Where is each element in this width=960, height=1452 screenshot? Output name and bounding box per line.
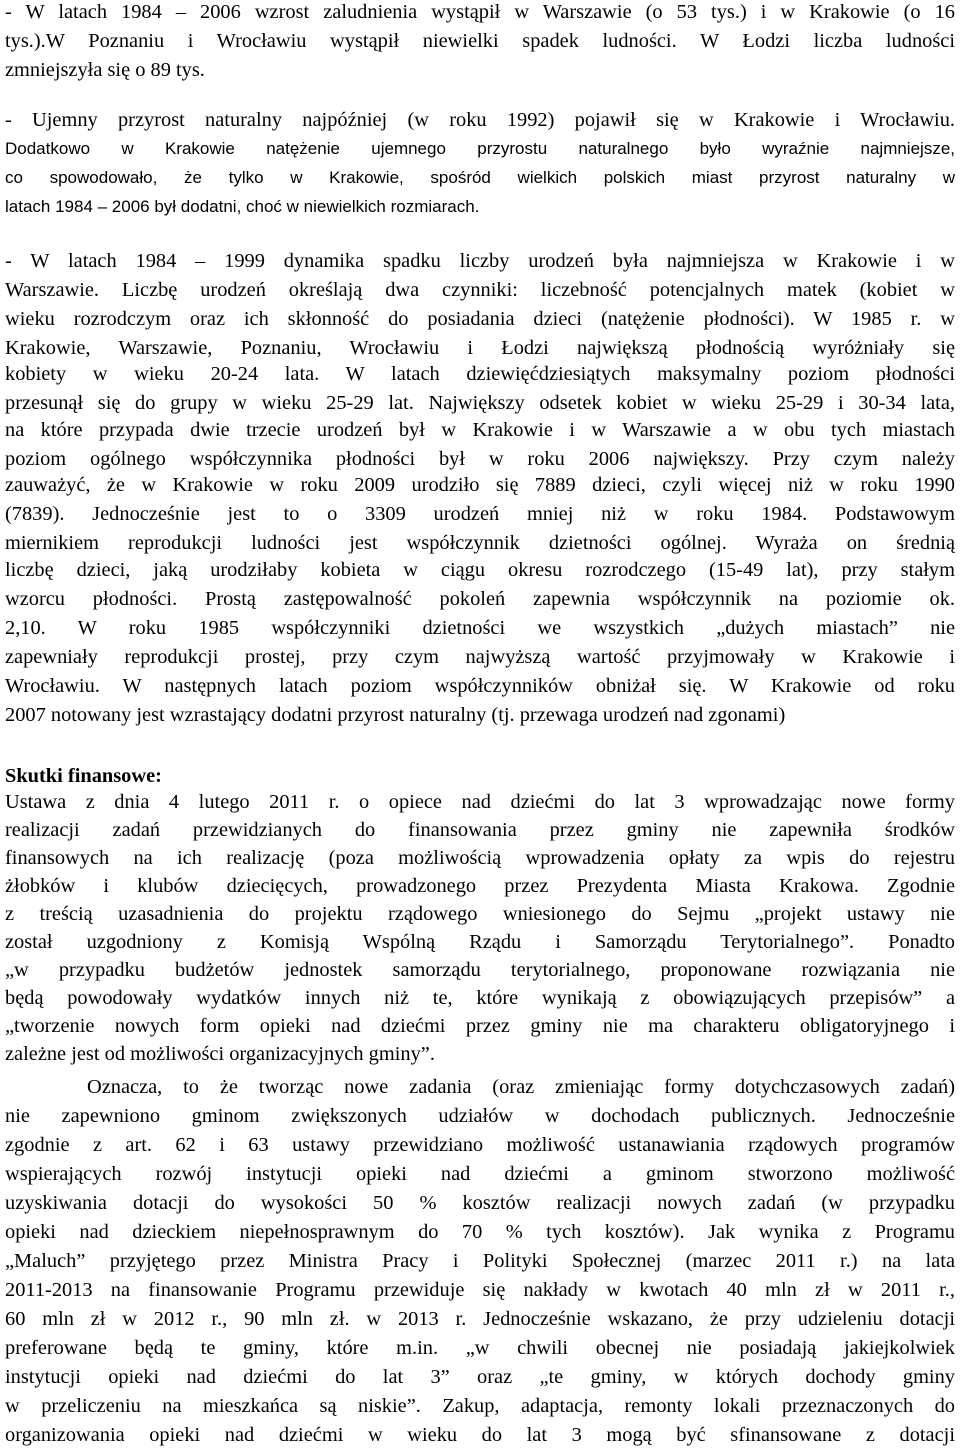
text-line: z treścią uzasadnienia do projektu rządowego wniesionego do Sejmu „projekt ustawy nie	[5, 903, 955, 925]
text-line: uzyskiwania dotacji do wysokości 50 % kosztów realizacji nowych zadań (w przypadku	[5, 1192, 955, 1214]
text-line: zgodnie z art. 62 i 63 ustawy przewidziano możliwość ustanawiania rządowych programów	[5, 1134, 955, 1156]
text-line: Warszawie. Liczbę urodzeń określają dwa czynniki: liczebność potencjalnych matek (kobiet w	[5, 279, 955, 301]
text-line: „w przypadku budżetów jednostek samorządu terytorialnego, proponowane rozwiązania nie	[5, 959, 955, 981]
text-line: 2007 notowany jest wzrastający dodatni przyrost naturalny (tj. przewaga urodzeń nad zgonami)	[5, 704, 786, 726]
text-line: instytucji opieki nad dziećmi do lat 3” oraz „te gminy, w których dochody gminy	[5, 1366, 955, 1388]
text-line: zależne jest od możliwości organizacyjnych gminy”.	[5, 1043, 435, 1065]
text-line: latach 1984 – 2006 był dodatni, choć w niewielkich rozmiarach.	[5, 197, 480, 216]
text-line: kobiety w wieku 20-24 lata. W latach dziewięćdziesiątych maksymalny poziom płodności	[5, 363, 955, 385]
text-line: wzorcu płodności. Prostą zastępowalność pokoleń zapewnia współczynnik na poziomie ok.	[5, 588, 955, 610]
text-line: przesunął się do grupy w wieku 25-29 lat. Największy odsetek kobiet w wieku 25-29 i 30-34 lata,	[5, 392, 955, 414]
text-line: Dodatkowo w Krakowie natężenie ujemnego przyrostu naturalnego było wyraźnie najmniejsze,	[5, 139, 955, 158]
text-line: organizowania opieki nad dziećmi w wieku do lat 3 mogą być sfinansowane z dotacji	[5, 1424, 955, 1446]
text-line: finansowych na ich realizację (poza możliwością wprowadzenia opłaty za wpis do rejestru	[5, 847, 955, 869]
text-line: wspierających rozwój instytucji opieki nad dziećmi a gminom stworzono możliwość	[5, 1163, 955, 1185]
text-line: realizacji zadań przewidzianych do finansowania przez gminy nie zapewniła środków	[5, 819, 955, 841]
text-line: 60 mln zł w 2012 r., 90 mln zł. w 2013 r. Jednocześnie wskazano, że przy udzieleniu dotacji	[5, 1308, 955, 1330]
text-line: wieku rozrodczym oraz ich skłonność do posiadania dzieci (natężenie płodności). W 1985 r. w	[5, 308, 955, 330]
text-line: będą powodowały wydatków innych niż te, które wynikają z obowiązujących przepisów” a	[5, 987, 955, 1009]
text-line: nie zapewniono gminom zwiększonych udziałów w dochodach publicznych. Jednocześnie	[5, 1105, 955, 1127]
text-line: opieki nad dzieckiem niepełnosprawnym do 70 % tych kosztów). Jak wynika z Programu	[5, 1221, 955, 1243]
text-line: co spowodowało, że tylko w Krakowie, spośród wielkich polskich miast przyrost naturalny w	[5, 168, 955, 187]
text-line: „Maluch” przyjętego przez Ministra Pracy i Polityki Społecznej (marzec 2011 r.) na lata	[5, 1250, 955, 1272]
text-line: poziom ogólnego współczynnika płodności był w roku 2006 największy. Przy czym należy	[5, 448, 955, 470]
text-line: Ustawa z dnia 4 lutego 2011 r. o opiece nad dziećmi do lat 3 wprowadzając nowe formy	[5, 791, 955, 813]
text-line: tys.).W Poznaniu i Wrocławiu wystąpił niewielki spadek ludności. W Łodzi liczba ludności	[5, 30, 955, 52]
text-line: został uzgodniony z Komisją Wspólną Rządu i Samorządu Terytorialnego”. Ponadto	[5, 931, 955, 953]
section-heading: Skutki finansowe:	[5, 765, 162, 787]
text-line: żłobków i klubów dziecięcych, prowadzonego przez Prezydenta Miasta Krakowa. Zgodnie	[5, 875, 955, 897]
text-line: 2,10. W roku 1985 współczynniki dzietności we wszystkich „dużych miastach” nie	[5, 617, 955, 639]
text-line: zmniejszyła się o 89 tys.	[5, 59, 205, 81]
text-line: 2011-2013 na finansowanie Programu przewiduje się nakłady w kwotach 40 mln zł w 2011 r.,	[5, 1279, 955, 1301]
text-line: - W latach 1984 – 2006 wzrost zaludnienia wystąpił w Warszawie (o 53 tys.) i w Krakowie (o 16	[5, 1, 955, 23]
text-line: na które przypada dwie trzecie urodzeń był w Krakowie i w Warszawie a w obu tych miastach	[5, 419, 955, 441]
text-line: - W latach 1984 – 1999 dynamika spadku liczby urodzeń była najmniejsza w Krakowie i w	[5, 250, 955, 272]
text-line: preferowane będą te gminy, które m.in. „w chwili obecnej nie posiadają jakiejkolwiek	[5, 1337, 955, 1359]
text-line: (7839). Jednocześnie jest to o 3309 urodzeń mniej niż w roku 1984. Podstawowym	[5, 503, 955, 525]
text-line: liczbę dzieci, jaką urodziłaby kobieta w ciągu okresu rozrodczego (15-49 lat), przy stałym	[5, 559, 955, 581]
text-line: Wrocławiu. W następnych latach poziom współczynników obniżał się. W Krakowie od roku	[5, 675, 955, 697]
text-line: zauważyć, że w Krakowie w roku 2009 urodziło się 7889 dzieci, czyli więcej niż w roku 1990	[5, 474, 955, 496]
text-line: Krakowie, Warszawie, Poznaniu, Wrocławiu i Łodzi największą płodnością wyróżniały się	[5, 337, 955, 359]
text-line: „tworzenie nowych form opieki nad dziećmi przez gminy nie ma charakteru obligatoryjnego i	[5, 1015, 955, 1037]
text-line: miernikiem reprodukcji ludności jest współczynnik dzietności ogólnej. Wyraża on średnią	[5, 532, 955, 554]
text-line: w przeliczeniu na mieszkańca są niskie”. Zakup, adaptacja, remonty lokali przeznaczonych do	[5, 1395, 955, 1417]
text-line: zapewniały reprodukcji prostej, przy czym najwyższą wartość przyjmowały w Krakowie i	[5, 646, 955, 668]
text-line: Oznacza, to że tworząc nowe zadania (oraz zmieniając formy dotychczasowych zadań)	[87, 1076, 955, 1098]
text-line: - Ujemny przyrost naturalny najpóźniej (w roku 1992) pojawił się w Krakowie i Wrocławiu.	[5, 109, 955, 131]
